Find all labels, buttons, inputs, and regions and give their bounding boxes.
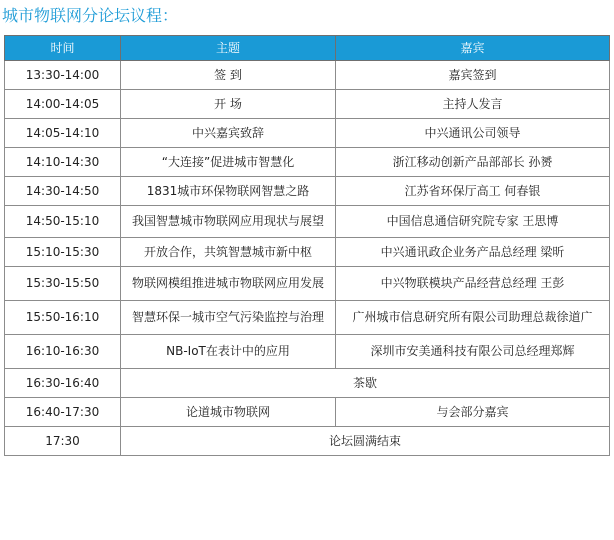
topic-cell: 中兴嘉宾致辞	[121, 119, 336, 148]
guest-cell: 浙江移动创新产品部部长 孙赟	[336, 148, 610, 177]
guest-cell: 中兴通讯政企业务产品总经理 梁昕	[336, 238, 610, 267]
guest-cell: 与会部分嘉宾	[336, 398, 610, 427]
topic-cell: 签 到	[121, 61, 336, 90]
time-cell: 14:50-15:10	[5, 206, 121, 238]
table-row	[5, 148, 610, 177]
guest-cell: 主持人发言	[336, 90, 610, 119]
time-cell: 16:30-16:40	[5, 369, 121, 398]
table-row	[5, 267, 610, 301]
time-cell: 15:50-16:10	[5, 301, 121, 335]
topic-cell: 开放合作，共筑智慧城市新中枢	[121, 238, 336, 267]
time-cell: 14:00-14:05	[5, 90, 121, 119]
table-row	[5, 369, 610, 398]
table-row	[5, 301, 610, 335]
table-row	[5, 119, 610, 148]
guest-cell: 广州城市信息研究所有限公司助理总裁徐道广	[336, 301, 610, 335]
table-row	[5, 398, 610, 427]
guest-cell: 中国信息通信研究院专家 王思博	[336, 206, 610, 238]
table-header-row	[5, 36, 610, 61]
time-cell: 14:05-14:10	[5, 119, 121, 148]
agenda-table	[4, 35, 610, 456]
table-row	[5, 90, 610, 119]
topic-cell: 开 场	[121, 90, 336, 119]
time-cell: 13:30-14:00	[5, 61, 121, 90]
table-row	[5, 238, 610, 267]
time-cell: 17:30	[5, 427, 121, 456]
header-guest: 嘉宾	[336, 36, 610, 61]
table-row	[5, 61, 610, 90]
time-cell: 15:30-15:50	[5, 267, 121, 301]
time-cell: 14:30-14:50	[5, 177, 121, 206]
header-time: 时间	[5, 36, 121, 61]
time-cell: 16:40-17:30	[5, 398, 121, 427]
table-row	[5, 335, 610, 369]
time-cell: 14:10-14:30	[5, 148, 121, 177]
topic-cell: 论道城市物联网	[121, 398, 336, 427]
header-topic: 主题	[121, 36, 336, 61]
break-cell: 茶歇	[121, 369, 610, 398]
topic-cell: 我国智慧城市物联网应用现状与展望	[121, 206, 336, 238]
guest-cell: 江苏省环保厅高工 何春银	[336, 177, 610, 206]
closing-cell: 论坛圆满结束	[121, 427, 610, 456]
topic-cell: 智慧环保一城市空气污染监控与治理	[121, 301, 336, 335]
topic-cell: 1831城市环保物联网智慧之路	[121, 177, 336, 206]
topic-cell: 物联网模组推进城市物联网应用发展	[121, 267, 336, 301]
time-cell: 16:10-16:30	[5, 335, 121, 369]
page-title: 城市物联网分论坛议程：	[2, 6, 179, 25]
guest-cell: 中兴物联模块产品经营总经理 王彭	[336, 267, 610, 301]
topic-cell: NB-IoT在表计中的应用	[121, 335, 336, 369]
table-row	[5, 177, 610, 206]
guest-cell: 深圳市安美通科技有限公司总经理郑辉	[336, 335, 610, 369]
table-row	[5, 206, 610, 238]
guest-cell: 中兴通讯公司领导	[336, 119, 610, 148]
guest-cell: 嘉宾签到	[336, 61, 610, 90]
time-cell: 15:10-15:30	[5, 238, 121, 267]
table-row	[5, 427, 610, 456]
topic-cell: “大连接”促进城市智慧化	[121, 148, 336, 177]
